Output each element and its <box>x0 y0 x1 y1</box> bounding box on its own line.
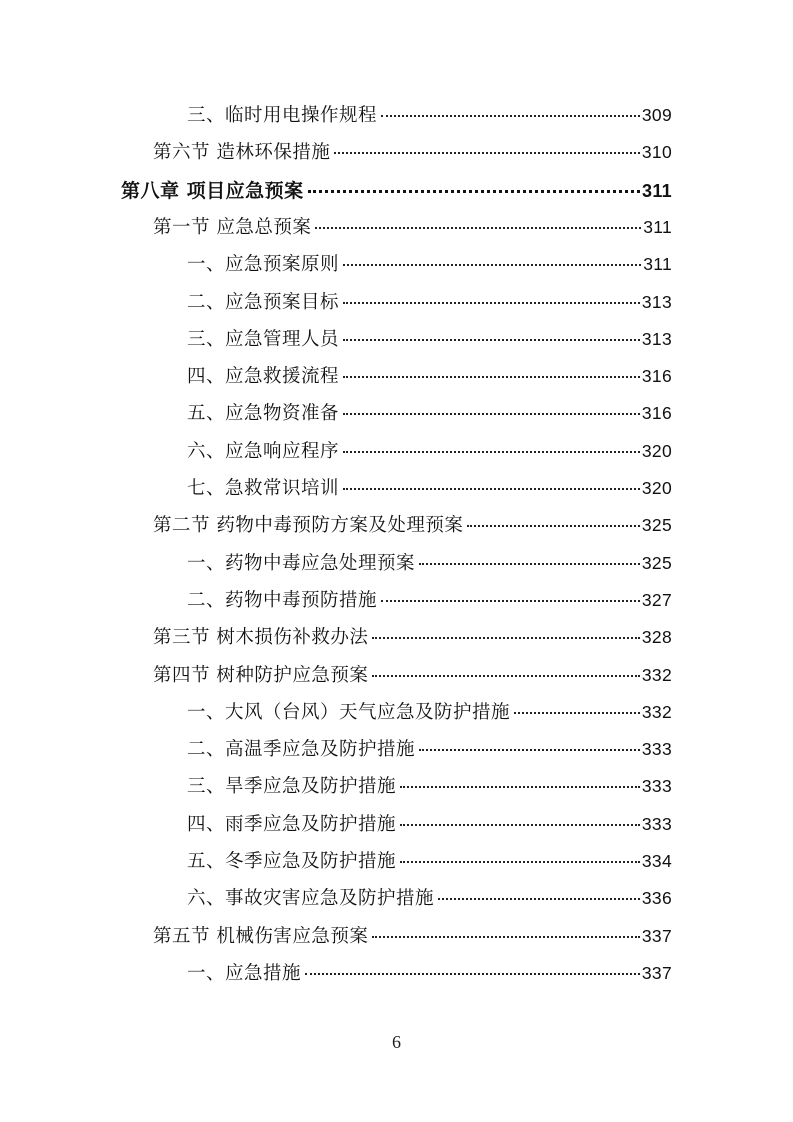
toc-entry-page: 332 <box>641 701 672 722</box>
toc-dot-leader <box>400 861 640 863</box>
toc-dot-leader <box>343 264 641 266</box>
toc-entry-title: 第一节 应急总预案 <box>153 216 312 238</box>
toc-entry-page: 310 <box>641 142 672 163</box>
toc-dot-leader <box>372 675 640 677</box>
toc-entry-item[interactable] <box>187 101 672 131</box>
toc-entry-title: 二、应急预案目标 <box>187 291 340 313</box>
toc-dot-leader <box>343 339 640 341</box>
toc-dot-leader <box>381 115 640 117</box>
toc-entry-item[interactable] <box>187 847 672 877</box>
toc-entry-title: 四、应急救援流程 <box>187 366 340 388</box>
toc-dot-leader <box>419 749 640 751</box>
toc-dot-leader <box>419 563 640 565</box>
toc-entry-item[interactable] <box>187 810 672 840</box>
toc-entry-item[interactable] <box>187 735 672 765</box>
toc-entry-page: 313 <box>641 291 672 312</box>
toc-dot-leader <box>315 227 641 229</box>
toc-dot-leader <box>438 898 640 900</box>
toc-entry-item[interactable] <box>187 884 672 914</box>
toc-entry-page: 332 <box>641 664 672 685</box>
toc-entry-page: 313 <box>641 328 672 349</box>
toc-dot-leader <box>305 973 640 975</box>
toc-entry-page: 320 <box>641 440 672 461</box>
toc-entry-page: 337 <box>641 962 672 983</box>
toc-entry-item[interactable] <box>187 288 672 318</box>
toc-entry-item[interactable] <box>187 325 672 355</box>
toc-entry-title: 第四节 树种防护应急预案 <box>153 664 369 686</box>
toc-entry-page: 325 <box>641 552 672 573</box>
toc-entry-page: 336 <box>641 888 672 909</box>
toc-dot-leader <box>400 786 640 788</box>
toc-dot-leader <box>343 488 640 490</box>
toc-entry-section[interactable] <box>153 623 672 653</box>
toc-entry-page: 311 <box>642 180 672 201</box>
toc-entry-section[interactable] <box>153 213 672 243</box>
toc-entry-title: 第三节 树木损伤补救办法 <box>153 627 369 649</box>
toc-dot-leader <box>514 712 640 714</box>
toc-entry-title: 三、应急管理人员 <box>187 328 340 350</box>
toc-entry-item[interactable] <box>187 698 672 728</box>
toc-dot-leader <box>343 302 640 304</box>
toc-entry-item[interactable] <box>187 549 672 579</box>
toc-entry-section[interactable] <box>153 661 672 691</box>
toc-entry-page: 320 <box>641 478 672 498</box>
toc-dot-leader <box>467 525 640 527</box>
toc-entry-page: 334 <box>641 851 672 871</box>
toc-dot-leader <box>343 413 640 415</box>
toc-entry-page: 333 <box>641 739 672 760</box>
toc-entry-page: 327 <box>641 589 672 610</box>
toc-entry-title: 三、临时用电操作规程 <box>187 105 378 126</box>
toc-entry-chapter[interactable] <box>121 176 672 206</box>
toc-dot-leader <box>381 600 640 602</box>
toc-entry-item[interactable] <box>187 399 672 429</box>
toc-entry-page: 325 <box>641 515 672 536</box>
toc-entry-page: 333 <box>641 776 672 797</box>
toc-entry-title: 五、应急物资准备 <box>187 403 340 425</box>
toc-entry-item[interactable] <box>187 250 672 280</box>
toc-entry-title: 第五节 机械伤害应急预案 <box>153 925 369 947</box>
toc-entry-title: 七、急救常识培训 <box>187 478 340 499</box>
toc-entry-page: 311 <box>643 216 672 237</box>
toc-entry-item[interactable] <box>187 586 672 616</box>
toc-entry-page: 328 <box>641 627 672 648</box>
toc-entry-page: 316 <box>641 403 672 424</box>
toc-entry-section[interactable] <box>153 511 672 541</box>
toc-entry-item[interactable] <box>187 474 672 504</box>
toc-entry-title: 第八章 项目应急预案 <box>121 179 304 202</box>
toc-entry-title: 一、应急措施 <box>187 962 302 984</box>
toc-dot-leader <box>372 637 640 639</box>
toc-entry-title: 一、大风（台风）天气应急及防护措施 <box>187 701 511 723</box>
toc-dot-leader <box>334 152 640 154</box>
toc-entry-title: 二、高温季应急及防护措施 <box>187 739 416 761</box>
toc-dot-leader <box>308 190 640 193</box>
toc-entry-page: 311 <box>643 254 672 275</box>
toc-entry-page: 337 <box>641 925 672 946</box>
toc-entry-item[interactable] <box>187 362 672 392</box>
toc-entry-title: 一、药物中毒应急处理预案 <box>187 552 416 574</box>
toc-dot-leader <box>400 824 640 826</box>
toc-entry-title: 六、事故灾害应急及防护措施 <box>187 888 435 910</box>
toc-entry-title: 第二节 药物中毒预防方案及处理预案 <box>153 515 464 537</box>
toc-entry-title: 六、应急响应程序 <box>187 440 340 462</box>
toc-entry-title: 五、冬季应急及防护措施 <box>187 851 397 872</box>
page-number: 6 <box>392 1032 401 1052</box>
toc-dot-leader <box>343 451 640 453</box>
toc-dot-leader <box>372 936 640 938</box>
toc-entry-item[interactable] <box>187 437 672 467</box>
toc-entry-section[interactable] <box>153 138 672 168</box>
toc-dot-leader <box>343 376 640 378</box>
toc-entry-title: 二、药物中毒预防措施 <box>187 589 378 611</box>
toc-entry-page: 333 <box>641 813 672 834</box>
toc-entry-item[interactable] <box>187 959 672 989</box>
toc-entry-page: 309 <box>641 105 672 125</box>
toc-entry-title: 四、雨季应急及防护措施 <box>187 813 397 835</box>
toc-entry-item[interactable] <box>187 772 672 802</box>
toc-entry-title: 一、应急预案原则 <box>187 254 340 276</box>
toc-entry-title: 三、旱季应急及防护措施 <box>187 776 397 798</box>
toc-entry-page: 316 <box>641 366 672 387</box>
toc-entry-section[interactable] <box>153 922 672 952</box>
toc-entry-title: 第六节 造林环保措施 <box>153 142 331 164</box>
